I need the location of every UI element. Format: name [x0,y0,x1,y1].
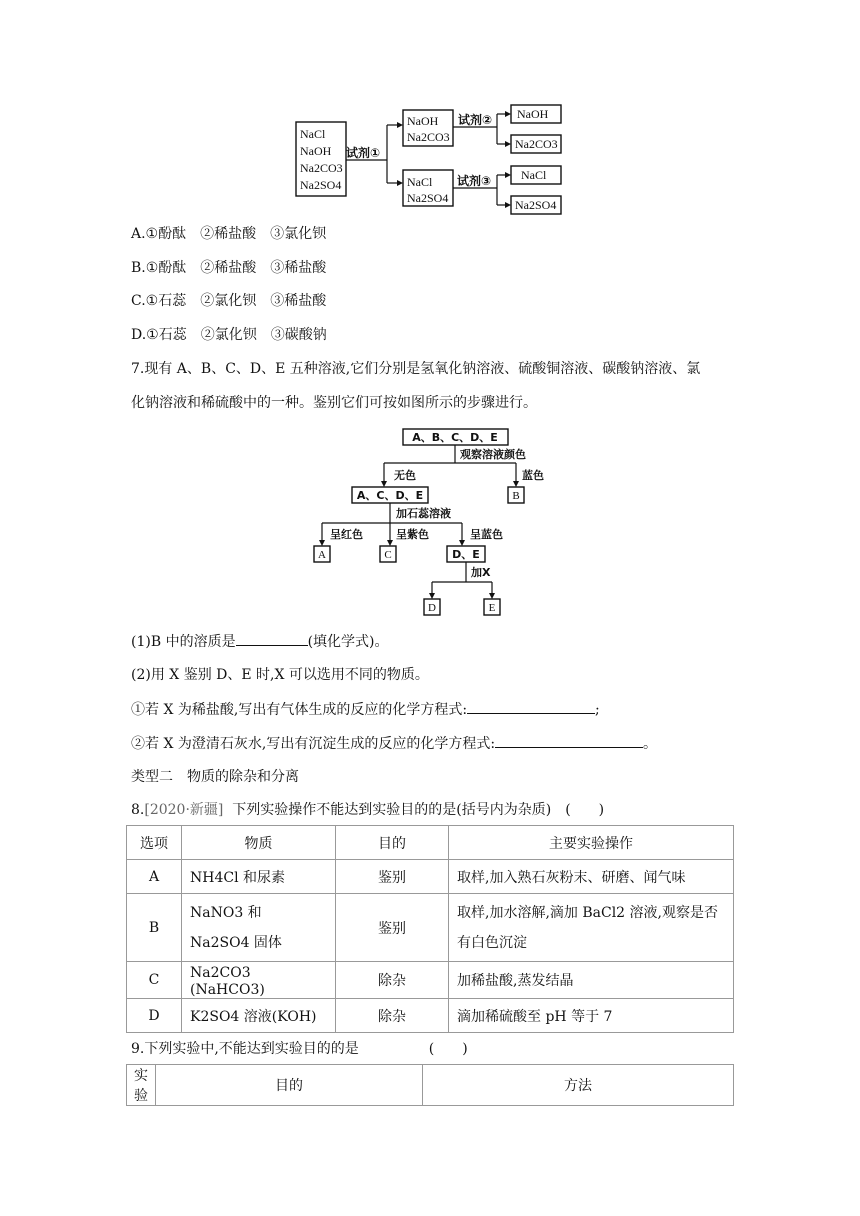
question-8-text: 下列实验操作不能达到实验目的的是(括号内为杂质) ( ) [232,802,605,818]
q9-table [126,1064,734,1106]
cell-substance: K2SO4 溶液(KOH) [182,999,336,1033]
upper-item: Na2CO3 [407,130,450,144]
part-1 [131,631,389,652]
table-row [127,962,734,999]
cell-option: A [127,860,182,894]
mixture-item: NaOH [300,144,332,158]
product-label: Na2SO4 [515,198,557,212]
cell-operation: 取样,加入熟石灰粉末、研磨、闻气味 [449,860,734,894]
cell-operation: 滴加稀硫酸至 pH 等于 7 [449,999,734,1033]
question-9: 9.下列实验中,不能达到实验目的的是 ( ) [131,1041,468,1057]
header-operation: 主要实验操作 [449,826,734,860]
red-label: 呈红色 [330,528,363,541]
cell-purpose: 除杂 [336,962,449,999]
mixture-item: NaCl [300,127,326,141]
answer-blank[interactable] [236,631,308,646]
part-3-suffix: ; [595,702,600,718]
substance-line: NaNO3 和 [190,904,262,921]
cell-purpose: 鉴别 [336,860,449,894]
colorless-label: 无色 [394,469,416,482]
question-7-line-1: 7.现有 A、B、C、D、E 五种溶液,它们分别是氢氧化钠溶液、硫酸铜溶液、碳酸钠溶液、氯 [131,361,701,377]
upper-item: NaOH [407,114,439,128]
header-purpose: 目的 [156,1065,423,1106]
blue2-label: 呈蓝色 [470,528,503,541]
table-header-row [127,1065,734,1106]
answer-blank[interactable] [495,733,643,748]
part-1-text: (1)B 中的溶质是 [131,634,236,650]
cell-option: D [127,999,182,1033]
option-d: D.①石蕊 ②氯化钡 ③碳酸钠 [131,327,327,343]
lower-item: Na2SO4 [407,191,449,205]
separation-flowchart [290,100,580,220]
cell-purpose: 鉴别 [336,894,449,962]
product-label: NaCl [521,168,547,182]
header-experiment: 实验 [127,1065,156,1106]
table-row [127,999,734,1033]
question-8-number: 8. [131,802,145,818]
answer-blank[interactable] [467,699,595,714]
e-label: E [488,602,496,614]
cell-operation [449,894,734,962]
header-purpose: 目的 [336,826,449,860]
q8-table [126,825,734,1033]
b-label: B [512,490,520,502]
a-label: A [318,549,326,561]
part-2: (2)用 X 鉴别 D、E 时,X 可以选用不同的物质。 [131,667,429,683]
cell-substance: NH4Cl 和尿素 [182,860,336,894]
operation-line: 有白色沉淀 [457,934,527,951]
table-header-row [127,826,734,860]
mixture-item: Na2CO3 [300,161,343,175]
option-c: C.①石蕊 ②氯化钡 ③稀盐酸 [131,293,327,309]
cell-option: C [127,962,182,999]
cell-operation: 加稀盐酸,蒸发结晶 [449,962,734,999]
option-a: A.①酚酞 ②稀盐酸 ③氯化钡 [131,226,327,242]
question-8 [131,800,604,820]
operation-line: 取样,加水溶解,滴加 BaCl2 溶液,观察是否 [457,904,718,921]
purple-label: 呈紫色 [396,528,429,541]
lower-item: NaCl [407,175,433,189]
reagent-1-label: 试剂① [346,146,381,160]
product-label: NaOH [517,107,549,121]
de-label: D、E [452,548,480,561]
section-type-2: 类型二 物质的除杂和分离 [131,769,299,785]
reagent-2-label: 试剂② [458,113,493,127]
part-3-text: ①若 X 为稀盐酸,写出有气体生成的反应的化学方程式: [131,702,468,718]
part-4-text: ②若 X 为澄清石灰水,写出有沉淀生成的反应的化学方程式: [131,736,496,752]
header-method: 方法 [423,1065,734,1106]
identification-flowchart [310,425,560,620]
cell-option: B [127,894,182,962]
part-4 [131,733,657,754]
cell-substance: Na2CO3 (NaHCO3) [182,962,336,999]
mixture-item: Na2SO4 [300,178,342,192]
step-add-litmus: 加石蕊溶液 [396,507,451,520]
part-1-suffix: (填化学式)。 [307,634,389,650]
source-tag: [2020·新疆] [144,802,224,818]
d-label: D [428,602,436,614]
add-x-label: 加X [471,566,491,579]
question-7-line-2: 化钠溶液和稀硫酸中的一种。鉴别它们可按如图所示的步骤进行。 [131,395,537,411]
reagent-3-label: 试剂③ [457,174,492,188]
step-observe-color: 观察溶液颜色 [460,448,526,461]
header-option: 选项 [127,826,182,860]
table-row [127,860,734,894]
cell-substance [182,894,336,962]
c-label: C [384,549,392,561]
part-4-suffix: 。 [643,736,658,752]
part-3 [131,699,600,720]
table-row [127,894,734,962]
substance-line: Na2SO4 固体 [190,934,282,951]
all-solutions-label: A、B、C、D、E [412,431,498,444]
colorless-group-label: A、C、D、E [356,489,424,502]
blue-label: 蓝色 [522,469,544,482]
cell-purpose: 除杂 [336,999,449,1033]
header-substance: 物质 [182,826,336,860]
product-label: Na2CO3 [515,137,558,151]
option-b: B.①酚酞 ②稀盐酸 ③稀盐酸 [131,260,327,276]
